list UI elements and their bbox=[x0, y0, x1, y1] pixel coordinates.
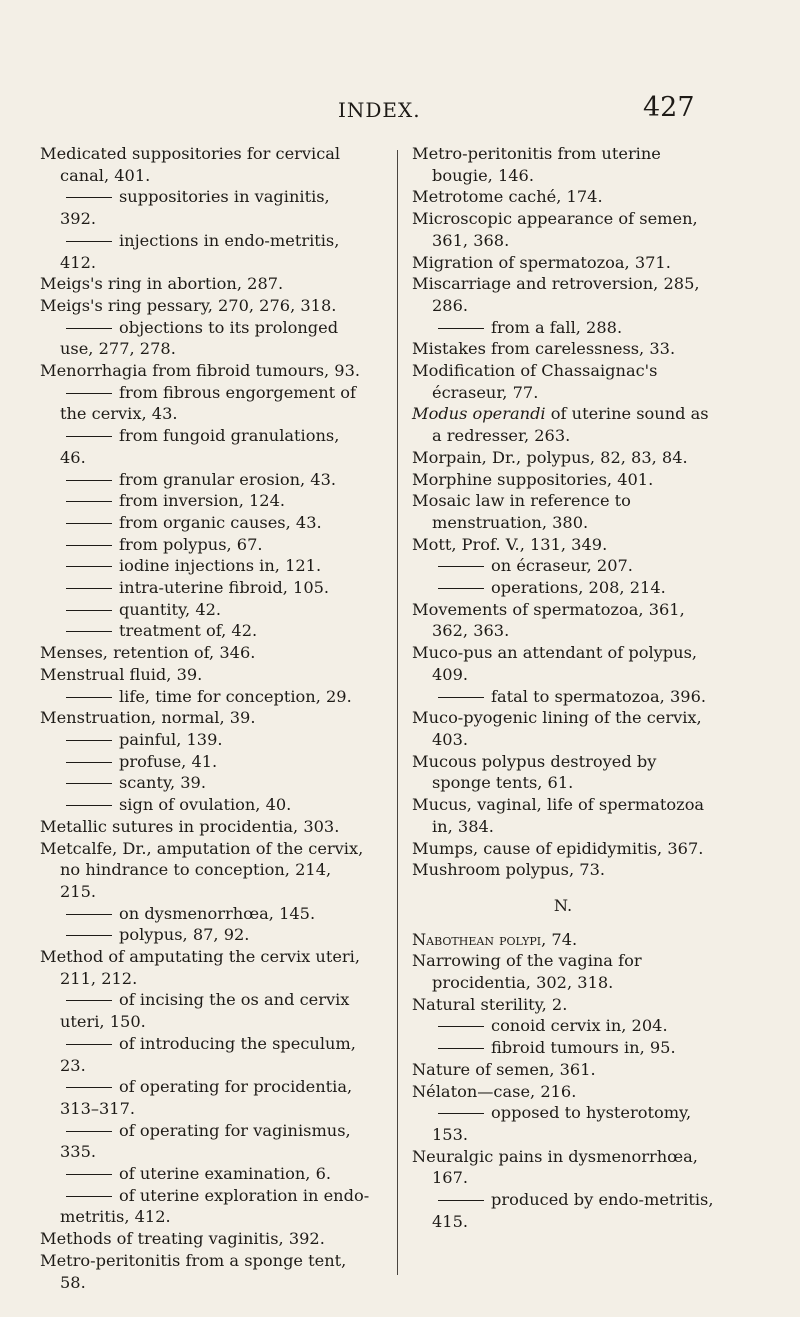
subentry-text: conoid cervix in, 204. bbox=[491, 1016, 668, 1036]
right-index-column bbox=[412, 143, 714, 1232]
repeat-dash bbox=[66, 1000, 112, 1001]
repeat-dash bbox=[438, 588, 484, 589]
index-entry: Nélaton—case, 216. bbox=[412, 1081, 577, 1101]
index-entry: Migration of spermatozoa, 371. bbox=[412, 252, 671, 272]
subentry-text: of incising the os and cervix uteri, 150. bbox=[60, 990, 350, 1032]
index-subentry bbox=[40, 534, 370, 556]
index-entry bbox=[412, 929, 714, 951]
subentry-text: from organic causes, 43. bbox=[119, 512, 322, 532]
repeat-dash bbox=[66, 501, 112, 502]
index-subentry bbox=[40, 924, 370, 946]
subentry-text: of uterine exploration in endo-metritis, 412. bbox=[60, 1185, 370, 1227]
subentry-text: intra-uterine fibroid, 105. bbox=[119, 578, 330, 598]
index-entry: Muco-pyogenic lining of the cervix, 403. bbox=[412, 708, 702, 749]
index-subentry bbox=[412, 317, 714, 339]
index-entry: Natural sterility, 2. bbox=[412, 994, 568, 1014]
index-subentry bbox=[40, 230, 370, 273]
index-entry: Medicated suppositories for cervical canal, 401. bbox=[40, 144, 341, 185]
entry-text: of uterine sound as a redresser, 263. bbox=[432, 404, 709, 446]
repeat-dash bbox=[66, 1044, 112, 1045]
index-entry: Meigs's ring pessary, 270, 276, 318. bbox=[40, 295, 337, 315]
subentry-text: from polypus, 67. bbox=[119, 534, 263, 554]
index-entry: Mistakes from carelessness, 33. bbox=[412, 339, 676, 359]
repeat-dash bbox=[66, 241, 112, 242]
repeat-dash bbox=[438, 1048, 484, 1049]
small-caps-term: Nabothean polypi bbox=[412, 929, 542, 949]
subentry-text: of introducing the speculum, 23. bbox=[60, 1033, 356, 1075]
subentry-text: from fungoid granulations, 46. bbox=[60, 426, 340, 467]
index-entry: Metcalfe, Dr., amputation of the cervix, no hindrance to conception, 214, 215. bbox=[40, 838, 364, 901]
page-number: 427 bbox=[643, 92, 695, 123]
repeat-dash bbox=[66, 523, 112, 524]
repeat-dash bbox=[66, 588, 112, 589]
page-header bbox=[0, 92, 800, 132]
subentry-text: operations, 208, 214. bbox=[491, 578, 666, 598]
index-subentry bbox=[40, 989, 370, 1032]
repeat-dash bbox=[66, 1087, 112, 1088]
index-subentry bbox=[412, 577, 714, 599]
repeat-dash bbox=[66, 935, 112, 936]
subentry-text: fatal to spermatozoa, 396. bbox=[491, 686, 707, 706]
index-subentry bbox=[40, 772, 370, 794]
index-subentry bbox=[40, 186, 370, 229]
index-subentry bbox=[40, 490, 370, 512]
repeat-dash bbox=[66, 914, 112, 915]
index-subentry bbox=[40, 1033, 370, 1076]
repeat-dash bbox=[66, 328, 112, 329]
index-entry: Neuralgic pains in dysmenorrhœa, 167. bbox=[412, 1146, 698, 1188]
section-letter: N. bbox=[553, 895, 573, 915]
repeat-dash bbox=[66, 480, 112, 481]
subentry-text: from granular erosion, 43. bbox=[119, 469, 337, 489]
subentry-text: suppositories in vaginitis, 392. bbox=[60, 187, 330, 229]
subentry-text: life, time for conception, 29. bbox=[119, 686, 352, 706]
subentry-text: iodine injections in, 121. bbox=[119, 556, 322, 576]
index-entry: Metrotome caché, 174. bbox=[412, 187, 603, 207]
repeat-dash bbox=[438, 1113, 484, 1114]
index-entry: Microscopic appearance of semen, 361, 368. bbox=[412, 209, 698, 250]
index-subentry bbox=[40, 317, 370, 360]
index-subentry bbox=[40, 555, 370, 577]
repeat-dash bbox=[66, 1196, 112, 1197]
subentry-text: treatment of, 42. bbox=[119, 621, 258, 641]
subentry-text: produced by endo-metritis, 415. bbox=[432, 1190, 714, 1231]
index-entry: Nature of semen, 361. bbox=[412, 1059, 596, 1079]
repeat-dash bbox=[438, 697, 484, 698]
entry-text: , 74. bbox=[541, 929, 578, 949]
subentry-text: from fibrous engorgement of the cervix, 43. bbox=[60, 382, 357, 424]
index-entry: Mott, Prof. V., 131, 349. bbox=[412, 534, 608, 554]
subentry-text: on écraseur, 207. bbox=[491, 556, 633, 576]
index-entry: Mucus, vaginal, life of spermatozoa in, 384. bbox=[412, 795, 705, 836]
subentry-text: from inversion, 124. bbox=[119, 491, 286, 511]
left-index-column bbox=[40, 143, 370, 1293]
repeat-dash bbox=[66, 762, 112, 763]
subentry-text: opposed to hysterotomy, 153. bbox=[432, 1103, 692, 1144]
subentry-text: of uterine examination, 6. bbox=[119, 1164, 332, 1184]
repeat-dash bbox=[438, 1026, 484, 1027]
index-subentry bbox=[40, 512, 370, 534]
subentry-text: profuse, 41. bbox=[119, 751, 218, 771]
repeat-dash bbox=[66, 1131, 112, 1132]
repeat-dash bbox=[438, 566, 484, 567]
index-subentry bbox=[40, 1185, 370, 1228]
index-subentry bbox=[40, 599, 370, 621]
repeat-dash bbox=[438, 328, 484, 329]
index-entry: Menses, retention of, 346. bbox=[40, 643, 256, 663]
index-subentry bbox=[412, 555, 714, 577]
index-subentry bbox=[40, 1076, 370, 1119]
repeat-dash bbox=[66, 197, 112, 198]
repeat-dash bbox=[66, 566, 112, 567]
repeat-dash bbox=[66, 783, 112, 784]
subentry-text: sign of ovulation, 40. bbox=[119, 795, 292, 815]
index-entry: Morphine suppositories, 401. bbox=[412, 469, 654, 489]
subentry-text: of operating for vaginismus, 335. bbox=[60, 1120, 351, 1162]
index-subentry bbox=[40, 686, 370, 708]
index-subentry bbox=[40, 382, 370, 425]
index-entry: Mosaic law in reference to menstruation, 380. bbox=[412, 491, 631, 532]
index-subentry bbox=[40, 577, 370, 599]
index-entry: Morpain, Dr., polypus, 82, 83, 84. bbox=[412, 447, 688, 467]
repeat-dash bbox=[66, 631, 112, 632]
index-entry: Narrowing of the vagina for procidentia, 302, 318. bbox=[412, 951, 642, 993]
index-subentry bbox=[40, 794, 370, 816]
index-entry: Menstrual fluid, 39. bbox=[40, 664, 203, 684]
index-subentry bbox=[40, 903, 370, 925]
running-title: INDEX. bbox=[338, 98, 421, 122]
subentry-text: of operating for procidentia, 313–317. bbox=[60, 1077, 353, 1118]
index-entry: Menstruation, normal, 39. bbox=[40, 708, 256, 728]
index-entry: Metro-peritonitis from a sponge tent, 58. bbox=[40, 1250, 347, 1292]
index-entry: Miscarriage and retroversion, 285, 286. bbox=[412, 274, 700, 315]
subentry-text: painful, 139. bbox=[119, 729, 223, 749]
index-entry: Mumps, cause of epididymitis, 367. bbox=[412, 838, 704, 858]
index-subentry bbox=[40, 1163, 370, 1185]
index-subentry bbox=[412, 1037, 714, 1059]
index-subentry bbox=[40, 620, 370, 642]
subentry-text: quantity, 42. bbox=[119, 599, 222, 619]
index-entry: Metallic sutures in procidentia, 303. bbox=[40, 816, 340, 836]
index-entry: Movements of spermatozoa, 361, 362, 363. bbox=[412, 599, 685, 641]
subentry-text: injections in endo-metritis, 412. bbox=[60, 230, 340, 272]
repeat-dash bbox=[66, 610, 112, 611]
repeat-dash bbox=[66, 436, 112, 437]
repeat-dash bbox=[66, 697, 112, 698]
repeat-dash bbox=[66, 545, 112, 546]
repeat-dash bbox=[66, 1174, 112, 1175]
index-entry: Mushroom polypus, 73. bbox=[412, 860, 606, 880]
repeat-dash bbox=[66, 740, 112, 741]
repeat-dash bbox=[438, 1200, 484, 1201]
index-subentry bbox=[412, 1189, 714, 1232]
repeat-dash bbox=[66, 805, 112, 806]
index-subentry bbox=[412, 686, 714, 708]
index-subentry bbox=[40, 425, 370, 468]
index-entry: Mucous polypus destroyed by sponge tents, 61. bbox=[412, 751, 657, 793]
index-subentry bbox=[40, 1120, 370, 1163]
index-entry: Menorrhagia from fibroid tumours, 93. bbox=[40, 361, 361, 381]
index-subentry bbox=[40, 729, 370, 751]
index-subentry bbox=[40, 751, 370, 773]
column-divider bbox=[397, 150, 398, 1275]
index-entry: Modification of Chassaignac's écraseur, 77. bbox=[412, 361, 658, 402]
index-entry: Method of amputating the cervix uteri, 211, 212. bbox=[40, 947, 360, 988]
index-entry: Metro-peritonitis from uterine bougie, 146. bbox=[412, 144, 661, 185]
subentry-text: scanty, 39. bbox=[119, 773, 206, 793]
subentry-text: polypus, 87, 92. bbox=[119, 925, 250, 945]
italic-term: Modus operandi bbox=[412, 404, 546, 424]
index-subentry bbox=[40, 469, 370, 491]
index-entry: Muco-pus an attendant of polypus, 409. bbox=[412, 643, 698, 684]
subentry-text: on dysmenorrhœa, 145. bbox=[119, 903, 316, 923]
index-subentry bbox=[412, 1015, 714, 1037]
index-subentry bbox=[412, 1102, 714, 1145]
subentry-text: from a fall, 288. bbox=[491, 317, 623, 337]
index-entry bbox=[412, 403, 714, 446]
subentry-text: fibroid tumours in, 95. bbox=[491, 1038, 676, 1058]
index-entry: Meigs's ring in abortion, 287. bbox=[40, 274, 284, 294]
subentry-text: objections to its prolonged use, 277, 278. bbox=[60, 317, 339, 359]
index-entry: Methods of treating vaginitis, 392. bbox=[40, 1229, 325, 1249]
repeat-dash bbox=[66, 393, 112, 394]
